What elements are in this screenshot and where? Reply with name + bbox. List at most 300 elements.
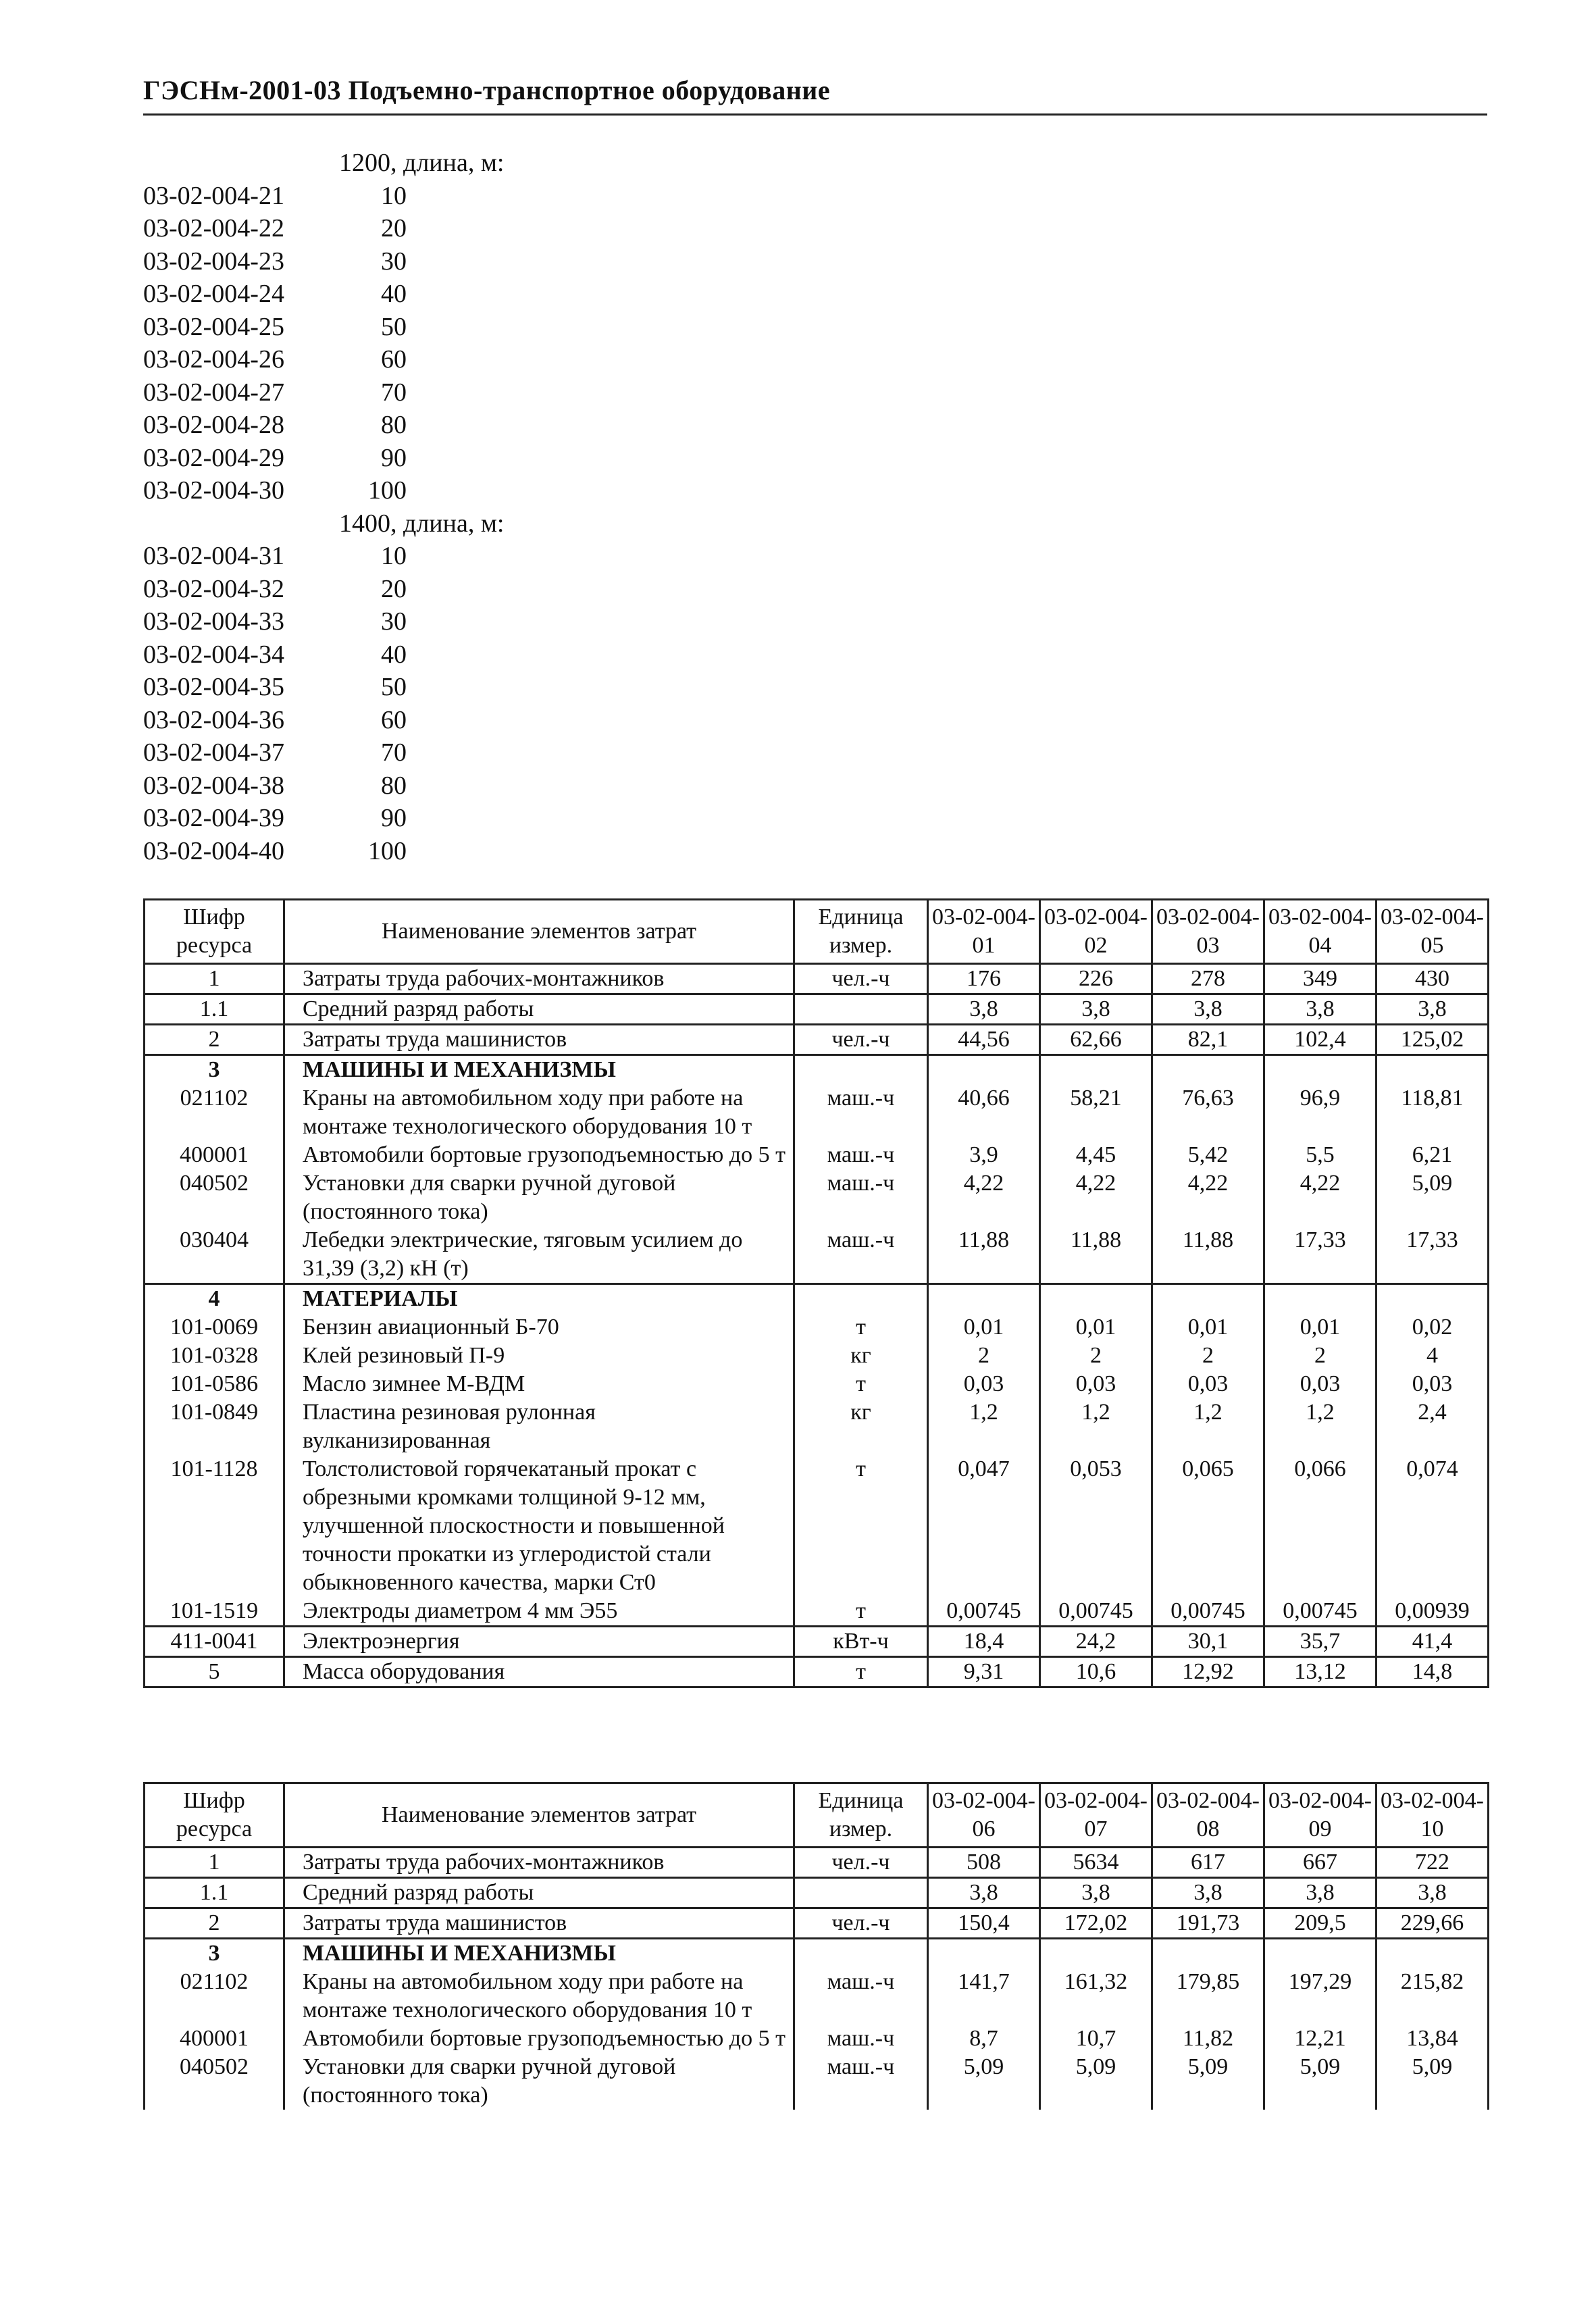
cell-value: 125,02	[1376, 1025, 1489, 1055]
header-column: 03-02-004-08	[1152, 1783, 1264, 1848]
cell-name: Установки для сварки ручной дуговой (постоянного тока)	[284, 2053, 794, 2110]
cell-code: 101-1519	[145, 1597, 284, 1627]
cell-value: 96,9	[1264, 1084, 1376, 1141]
cell-name: Клей резиновый П-9	[284, 1342, 794, 1370]
cell-name: Затраты труда рабочих-монтажников	[284, 1848, 794, 1878]
cell-value: 11,88	[1152, 1226, 1264, 1284]
list-value: 60	[381, 705, 407, 734]
cell-code: 400001	[145, 2025, 284, 2053]
cell-value: 5,09	[1152, 2053, 1264, 2110]
table-row	[145, 1455, 1489, 1597]
cell-value: 1,2	[1040, 1398, 1152, 1455]
cell-value: 40,66	[928, 1084, 1040, 1141]
list-value: 60	[381, 345, 407, 374]
header-column: 03-02-004-03	[1152, 900, 1264, 964]
cell-value: 3,8	[1040, 1878, 1152, 1908]
cell-value: 0,053	[1040, 1455, 1152, 1597]
cell-unit: маш.-ч	[794, 1169, 928, 1226]
list-item	[143, 507, 751, 540]
cell-unit: маш.-ч	[794, 2053, 928, 2110]
header-name: Наименование элементов затрат	[284, 1783, 794, 1848]
header-column: 03-02-004-09	[1264, 1783, 1376, 1848]
header-column: 03-02-004-07	[1040, 1783, 1152, 1848]
cell-value: 5,09	[1376, 1169, 1489, 1226]
cell-value: 11,88	[1040, 1226, 1152, 1284]
cell-value: 0,01	[1040, 1313, 1152, 1342]
cell-value: 229,66	[1376, 1908, 1489, 1939]
cell-value	[1040, 1939, 1152, 1968]
cell-value: 0,066	[1264, 1455, 1376, 1597]
list-value: 70	[381, 738, 407, 767]
cell-value: 12,21	[1264, 2025, 1376, 2053]
cell-value: 349	[1264, 964, 1376, 994]
cell-code: 1	[145, 964, 284, 994]
header-unit: Единица измер.	[794, 900, 928, 964]
cell-code: 400001	[145, 1141, 284, 1169]
cell-value: 722	[1376, 1848, 1489, 1878]
cell-unit: кг	[794, 1398, 928, 1455]
table-row	[145, 1370, 1489, 1398]
cell-value: 14,8	[1376, 1657, 1489, 1687]
list-value: 50	[381, 312, 407, 341]
header-column: 03-02-004-10	[1376, 1783, 1489, 1848]
cell-value: 30,1	[1152, 1627, 1264, 1657]
cell-code: 1.1	[145, 994, 284, 1025]
cell-value: 0,03	[1040, 1370, 1152, 1398]
cell-value	[1376, 1939, 1489, 1968]
list-value: 80	[381, 411, 407, 439]
cell-unit: чел.-ч	[794, 1908, 928, 1939]
cell-unit: кг	[794, 1342, 928, 1370]
cell-name: МАШИНЫ И МЕХАНИЗМЫ	[284, 1939, 794, 1968]
table-header-row	[145, 1783, 1489, 1848]
header-divider	[143, 113, 1487, 116]
list-code: 03-02-004-28	[143, 411, 284, 439]
list-value: 90	[381, 804, 407, 832]
cell-value: 13,12	[1264, 1657, 1376, 1687]
cell-code: 040502	[145, 2053, 284, 2110]
cell-code: 101-0069	[145, 1313, 284, 1342]
list-item	[143, 802, 751, 835]
cell-code: 021102	[145, 1084, 284, 1141]
cell-value: 1,2	[928, 1398, 1040, 1455]
list-value: 30	[381, 247, 407, 276]
list-value: 90	[381, 443, 407, 472]
cell-value: 1,2	[1264, 1398, 1376, 1455]
table-row	[145, 1226, 1489, 1284]
list-item	[143, 769, 751, 803]
list-code: 03-02-004-27	[143, 378, 284, 407]
cell-value: 10,7	[1040, 2025, 1152, 2053]
cell-unit: т	[794, 1657, 928, 1687]
cell-value: 4,22	[928, 1169, 1040, 1226]
cell-name: Автомобили бортовые грузоподъемностью до 5 т	[284, 1141, 794, 1169]
table-row	[145, 1025, 1489, 1055]
cell-value: 58,21	[1040, 1084, 1152, 1141]
cell-value: 0,03	[1264, 1370, 1376, 1398]
cell-unit	[794, 1284, 928, 1314]
cell-value: 8,7	[928, 2025, 1040, 2053]
cell-unit: маш.-ч	[794, 1968, 928, 2025]
cell-name: Электроды диаметром 4 мм Э55	[284, 1597, 794, 1627]
cell-value	[1264, 1055, 1376, 1085]
list-value: 70	[381, 378, 407, 407]
cell-value: 5,5	[1264, 1141, 1376, 1169]
cell-value: 3,8	[1152, 994, 1264, 1025]
cell-value: 2,4	[1376, 1398, 1489, 1455]
cell-value: 13,84	[1376, 2025, 1489, 2053]
list-item	[143, 278, 751, 311]
header-code: Шифр ресурса	[145, 900, 284, 964]
header-column: 03-02-004-04	[1264, 900, 1376, 964]
header-unit: Единица измер.	[794, 1783, 928, 1848]
table-row	[145, 1657, 1489, 1687]
cell-name: Затраты труда машинистов	[284, 1908, 794, 1939]
list-value: 10	[381, 542, 407, 570]
cell-value: 0,03	[1152, 1370, 1264, 1398]
cell-value	[1264, 1939, 1376, 1968]
list-item	[143, 638, 751, 671]
list-code: 03-02-004-30	[143, 476, 284, 505]
cell-value: 197,29	[1264, 1968, 1376, 2025]
cell-code: 1.1	[145, 1878, 284, 1908]
list-code: 03-02-004-35	[143, 673, 284, 701]
cell-code: 101-0328	[145, 1342, 284, 1370]
cell-name: Электроэнергия	[284, 1627, 794, 1657]
cell-name: МАТЕРИАЛЫ	[284, 1284, 794, 1314]
list-item	[143, 245, 751, 278]
cell-value	[928, 1284, 1040, 1314]
cell-value: 0,01	[1152, 1313, 1264, 1342]
cell-value	[1152, 1055, 1264, 1085]
cell-code: 101-0586	[145, 1370, 284, 1398]
cell-name: Средний разряд работы	[284, 994, 794, 1025]
cell-value: 3,8	[1040, 994, 1152, 1025]
cell-name: Масса оборудования	[284, 1657, 794, 1687]
cell-value: 6,21	[1376, 1141, 1489, 1169]
cell-value: 11,82	[1152, 2025, 1264, 2053]
cell-code: 4	[145, 1284, 284, 1314]
cell-value: 3,9	[928, 1141, 1040, 1169]
cell-value: 2	[928, 1342, 1040, 1370]
list-item	[143, 474, 751, 507]
table-row	[145, 994, 1489, 1025]
cell-code: 101-0849	[145, 1398, 284, 1455]
cell-value: 3,8	[1376, 994, 1489, 1025]
list-code: 03-02-004-25	[143, 312, 284, 341]
cell-code: 3	[145, 1939, 284, 1968]
table-row	[145, 1968, 1489, 2025]
cell-name: Затраты труда рабочих-монтажников	[284, 964, 794, 994]
cell-name: Бензин авиационный Б-70	[284, 1313, 794, 1342]
table-row	[145, 1141, 1489, 1169]
list-item	[143, 180, 751, 213]
list-value: 100	[368, 476, 407, 505]
cell-value: 3,8	[1152, 1878, 1264, 1908]
cell-value: 24,2	[1040, 1627, 1152, 1657]
cell-unit: т	[794, 1313, 928, 1342]
cell-name: Средний разряд работы	[284, 1878, 794, 1908]
cell-unit: чел.-ч	[794, 964, 928, 994]
cell-value	[1040, 1284, 1152, 1314]
list-code: 03-02-004-40	[143, 836, 284, 865]
cell-value: 617	[1152, 1848, 1264, 1878]
page-header: ГЭСНм-2001-03 Подъемно-транспортное оборудование	[143, 75, 831, 105]
cell-value: 0,00745	[1152, 1597, 1264, 1627]
cell-code: 3	[145, 1055, 284, 1085]
list-item	[143, 540, 751, 573]
cell-value: 10,6	[1040, 1657, 1152, 1687]
cell-value: 0,047	[928, 1455, 1040, 1597]
cell-value: 430	[1376, 964, 1489, 994]
cell-value: 0,03	[928, 1370, 1040, 1398]
resource-table-2	[143, 1782, 1489, 2110]
cell-unit: т	[794, 1597, 928, 1627]
cell-value: 179,85	[1152, 1968, 1264, 2025]
table-row	[145, 2053, 1489, 2110]
list-item	[143, 671, 751, 704]
cell-value: 2	[1152, 1342, 1264, 1370]
cell-value: 4,45	[1040, 1141, 1152, 1169]
cell-value: 5,09	[1264, 2053, 1376, 2110]
cell-value: 2	[1040, 1342, 1152, 1370]
table-row	[145, 1908, 1489, 1939]
list-code: 03-02-004-39	[143, 804, 284, 832]
table-row	[145, 1878, 1489, 1908]
cell-value: 176	[928, 964, 1040, 994]
cell-value: 17,33	[1376, 1226, 1489, 1284]
header-column: 03-02-004-01	[928, 900, 1040, 964]
table-row	[145, 1939, 1489, 1968]
cell-value: 0,01	[1264, 1313, 1376, 1342]
cell-name: Автомобили бортовые грузоподъемностью до 5 т	[284, 2025, 794, 2053]
list-value: 40	[381, 640, 407, 669]
cell-unit: маш.-ч	[794, 1141, 928, 1169]
cell-value: 3,8	[1376, 1878, 1489, 1908]
list-code: 03-02-004-21	[143, 181, 284, 210]
list-value: 30	[381, 607, 407, 636]
cell-name: Затраты труда машинистов	[284, 1025, 794, 1055]
list-value: 40	[381, 280, 407, 308]
cell-value: 35,7	[1264, 1627, 1376, 1657]
cell-name: МАШИНЫ И МЕХАНИЗМЫ	[284, 1055, 794, 1085]
cell-value	[928, 1939, 1040, 1968]
list-item	[143, 573, 751, 606]
cell-name: Лебедки электрические, тяговым усилием до 31,39 (3,2) кН (т)	[284, 1226, 794, 1284]
list-value: 100	[368, 836, 407, 865]
cell-unit: т	[794, 1455, 928, 1597]
cell-code: 040502	[145, 1169, 284, 1226]
cell-value: 209,5	[1264, 1908, 1376, 1939]
list-value: 80	[381, 771, 407, 800]
list-code: 03-02-004-24	[143, 280, 284, 308]
header-code: Шифр ресурса	[145, 1783, 284, 1848]
cell-value: 0,00939	[1376, 1597, 1489, 1627]
list-value: 10	[381, 181, 407, 210]
list-code: 03-02-004-29	[143, 443, 284, 472]
cell-value: 0,065	[1152, 1455, 1264, 1597]
list-code: 03-02-004-23	[143, 247, 284, 276]
list-code: 03-02-004-38	[143, 771, 284, 800]
cell-value: 3,8	[928, 994, 1040, 1025]
list-heading: 1400, длина, м:	[339, 509, 505, 538]
cell-value: 150,4	[928, 1908, 1040, 1939]
list-item	[143, 343, 751, 376]
cell-unit	[794, 1878, 928, 1908]
table-row	[145, 1627, 1489, 1657]
cell-name: Масло зимнее М-ВДМ	[284, 1370, 794, 1398]
list-code: 03-02-004-22	[143, 214, 284, 243]
cell-value: 76,63	[1152, 1084, 1264, 1141]
cell-value	[928, 1055, 1040, 1085]
cell-value: 18,4	[928, 1627, 1040, 1657]
cell-value: 1,2	[1152, 1398, 1264, 1455]
table-row	[145, 2025, 1489, 2053]
list-value: 20	[381, 574, 407, 603]
table-row	[145, 1084, 1489, 1141]
cell-value	[1264, 1284, 1376, 1314]
cell-code: 030404	[145, 1226, 284, 1284]
cell-value: 17,33	[1264, 1226, 1376, 1284]
cell-value	[1376, 1284, 1489, 1314]
cell-value: 161,32	[1040, 1968, 1152, 2025]
list-code: 03-02-004-36	[143, 705, 284, 734]
list-value: 50	[381, 673, 407, 701]
cell-code: 2	[145, 1908, 284, 1939]
cell-unit: маш.-ч	[794, 1226, 928, 1284]
table-row	[145, 1597, 1489, 1627]
cell-code: 411-0041	[145, 1627, 284, 1657]
cell-code: 1	[145, 1848, 284, 1878]
table-row	[145, 1169, 1489, 1226]
cell-value: 508	[928, 1848, 1040, 1878]
list-item	[143, 442, 751, 475]
cell-value: 667	[1264, 1848, 1376, 1878]
list-item	[143, 212, 751, 245]
list-code: 03-02-004-32	[143, 574, 284, 603]
cell-value: 0,074	[1376, 1455, 1489, 1597]
table-row	[145, 1342, 1489, 1370]
cell-name: Установки для сварки ручной дуговой (постоянного тока)	[284, 1169, 794, 1226]
cell-unit: чел.-ч	[794, 1848, 928, 1878]
cell-value	[1040, 1055, 1152, 1085]
cell-value: 11,88	[928, 1226, 1040, 1284]
cell-value: 191,73	[1152, 1908, 1264, 1939]
cell-unit	[794, 1939, 928, 1968]
cell-value: 0,02	[1376, 1313, 1489, 1342]
cell-value: 278	[1152, 964, 1264, 994]
cell-value: 0,03	[1376, 1370, 1489, 1398]
cell-value: 4	[1376, 1342, 1489, 1370]
list-item	[143, 736, 751, 769]
cell-value: 62,66	[1040, 1025, 1152, 1055]
cell-value: 5,09	[928, 2053, 1040, 2110]
cell-value	[1152, 1284, 1264, 1314]
cell-unit: чел.-ч	[794, 1025, 928, 1055]
cell-name: Толстолистовой горячекатаный прокат с обрезными кромками толщиной 9-12 мм, улучшенной плоскостности и повышенной точности прокатки из углеродистой стали обыкновенного качества, марки Ст0	[284, 1455, 794, 1597]
cell-unit: маш.-ч	[794, 2025, 928, 2053]
cell-value	[1152, 1939, 1264, 1968]
cell-code: 101-1128	[145, 1455, 284, 1597]
cell-code: 2	[145, 1025, 284, 1055]
table-row	[145, 1848, 1489, 1878]
table-row	[145, 964, 1489, 994]
cell-value: 4,22	[1040, 1169, 1152, 1226]
cell-value: 215,82	[1376, 1968, 1489, 2025]
header-column: 03-02-004-05	[1376, 900, 1489, 964]
list-heading: 1200, длина, м:	[339, 149, 505, 177]
cell-value: 0,00745	[1040, 1597, 1152, 1627]
list-code: 03-02-004-34	[143, 640, 284, 669]
list-item	[143, 835, 751, 868]
list-code: 03-02-004-26	[143, 345, 284, 374]
cell-value: 5634	[1040, 1848, 1152, 1878]
table-header-row	[145, 900, 1489, 964]
cell-value: 118,81	[1376, 1084, 1489, 1141]
cell-value: 102,4	[1264, 1025, 1376, 1055]
list-value: 20	[381, 214, 407, 243]
list-item	[143, 311, 751, 344]
cell-value: 5,09	[1376, 2053, 1489, 2110]
cell-unit: т	[794, 1370, 928, 1398]
cell-value: 41,4	[1376, 1627, 1489, 1657]
cell-value: 0,01	[928, 1313, 1040, 1342]
cell-value: 82,1	[1152, 1025, 1264, 1055]
cell-unit: маш.-ч	[794, 1084, 928, 1141]
cell-value: 3,8	[1264, 994, 1376, 1025]
resource-table-1	[143, 898, 1489, 1688]
cell-code: 021102	[145, 1968, 284, 2025]
cell-value: 4,22	[1152, 1169, 1264, 1226]
table-row	[145, 1284, 1489, 1314]
header-column: 03-02-004-02	[1040, 900, 1152, 964]
cell-name: Краны на автомобильном ходу при работе на монтаже технологического оборудования 10 т	[284, 1084, 794, 1141]
list-item	[143, 409, 751, 442]
cell-name: Пластина резиновая рулонная вулканизированная	[284, 1398, 794, 1455]
cell-value: 9,31	[928, 1657, 1040, 1687]
cell-value: 0,00745	[1264, 1597, 1376, 1627]
list-code: 03-02-004-37	[143, 738, 284, 767]
cell-value: 172,02	[1040, 1908, 1152, 1939]
cell-value: 44,56	[928, 1025, 1040, 1055]
table-row	[145, 1313, 1489, 1342]
cell-value: 3,8	[1264, 1878, 1376, 1908]
cell-value: 5,42	[1152, 1141, 1264, 1169]
cell-value	[1376, 1055, 1489, 1085]
cell-value: 141,7	[928, 1968, 1040, 2025]
cell-value: 226	[1040, 964, 1152, 994]
cell-value: 0,00745	[928, 1597, 1040, 1627]
cell-value: 12,92	[1152, 1657, 1264, 1687]
code-list	[143, 147, 751, 867]
header-column: 03-02-004-06	[928, 1783, 1040, 1848]
table-row	[145, 1398, 1489, 1455]
cell-unit	[794, 1055, 928, 1085]
header-name: Наименование элементов затрат	[284, 900, 794, 964]
cell-unit: кВт-ч	[794, 1627, 928, 1657]
cell-code: 5	[145, 1657, 284, 1687]
list-item	[143, 605, 751, 638]
table-row	[145, 1055, 1489, 1085]
cell-unit	[794, 994, 928, 1025]
list-item	[143, 376, 751, 409]
cell-value: 4,22	[1264, 1169, 1376, 1226]
list-code: 03-02-004-31	[143, 542, 284, 570]
list-item	[143, 704, 751, 737]
cell-value: 5,09	[1040, 2053, 1152, 2110]
cell-value: 3,8	[928, 1878, 1040, 1908]
list-code: 03-02-004-33	[143, 607, 284, 636]
